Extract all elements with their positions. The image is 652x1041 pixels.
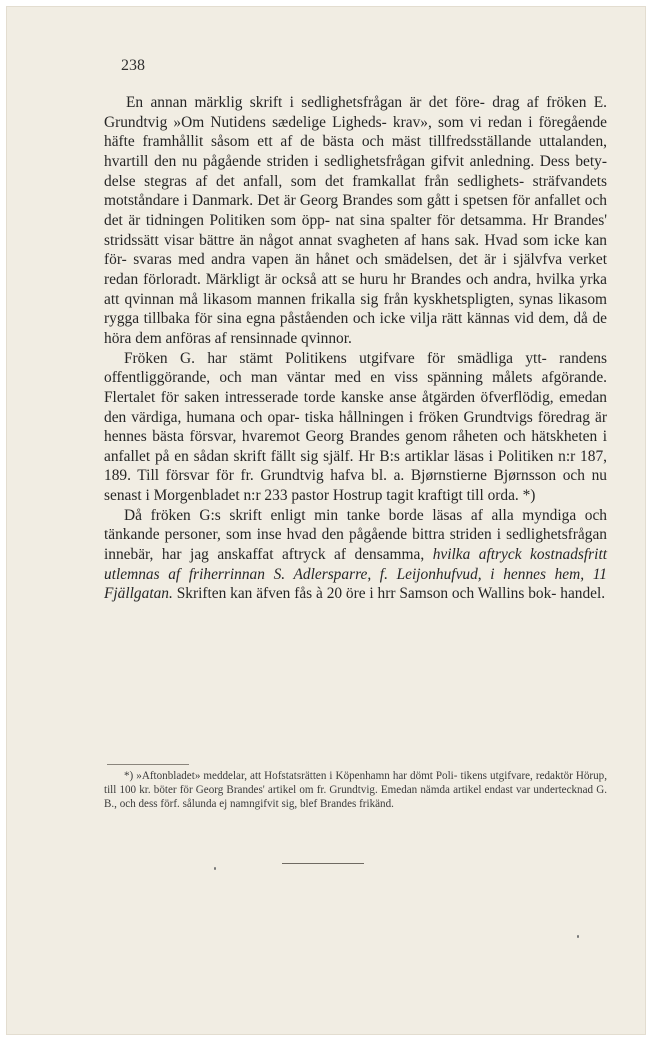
paragraph-3 [104,506,607,604]
paragraph-2-text: Fröken G. har stämt Politikens utgifvare för smädliga ytt- randens offentliggörande, och man väntar med en viss spänning målets afgörande. Flertalet för saken intresserade torde kanske anse åtgärden öfverflödig, emedan den värdiga, humana och opar- tiska hållningen i fröken Grundtvigs föredrag är hennes bästa försvar, hvaremot Georg Brandes genom råheten och hätskheten i anfallet på en sådan skrift fällt sig själf. Hr B:s artiklar läsas i Politiken n:r 187, 189. Till försvar för fr. Grundtvig hafva bl. a. Bjørnstierne Bjørnsson och nu senast i Morgenbladet n:r 233 pastor Hostrup tagit kraftigt till orda. *) [104,349,607,505]
footnote-divider [107,764,189,765]
end-divider [282,863,364,864]
document-page [6,6,646,1035]
body-text [104,93,607,604]
paragraph-3-text: Då fröken G:s skrift enligt min tanke borde läsas af alla myndiga och tänkande personer, som inse hvad den pågående bittra striden i sedlighetsfrågan innebär, har jag anskaffat aftryck af densamma, [104,506,607,564]
paragraph-3-italic-text: hvilka aftryck kostnadsfritt utlemnas af friherrinnan S. Adlersparre, f. Leijonhufvud, i hennes hem, 11 Fjällgatan. [104,546,607,603]
paragraph-3-end-text: Skriften kan äfven fås à 20 öre i hrr Samson och Wallins bok- handel. [172,585,606,603]
paper-speck [577,935,579,938]
paragraph-1 [104,93,607,349]
paper-speck [214,867,216,870]
page-number: 238 [121,57,145,74]
paragraph-2 [104,349,607,506]
footnote: *) »Aftonbladet» meddelar, att Hofstatsrätten i Köpenhamn har dömt Poli- tikens utgifvare, redaktör Hörup, till 100 kr. böter för Georg Brandes' artikel om fr. Grundtvig. Emedan nämda artikel endast var undertecknad G. B., och dess förf. sålunda ej namngifvit sig, blef Brandes frikänd. [104,770,607,811]
paragraph-1-text: En annan märklig skrift i sedlighetsfrågan är det före- drag af fröken E. Grundtvig »Om Nutidens sædelige Ligheds- krav», som vi redan i föregående häfte framhållit såsom ett af de bästa och mäst tillfredsställande uttalanden, hvartill den nu pågående striden i sedlighetsfrågan gifvit anledning. Dess bety- delse stegras af det anfall, som det framkallat från sedlighets- sträfvandets motståndare i Danmark. Det är Georg Brandes som gått i spetsen för anfallet och det är tidningen Politiken som öpp- nat sina spalter för detsamma. Hr Brandes' stridssätt visar bättre än något annat svagheten af hans sak. Hvad som icke kan för- svaras med andra vapen än hånet och smädelsen, det är i självfva verket redan förloradt. Märkligt är också att se huru hr Brandes och andra, hvilka yrka att qvinnan må likasom mannen frikalla sig från kyskhetspligten, synas likasom rygga tillbaka för sina egna påståenden och icke vilja rätt kännas vid dem, då de höra dem anföras af rensinnade qvinnor. [104,94,607,347]
